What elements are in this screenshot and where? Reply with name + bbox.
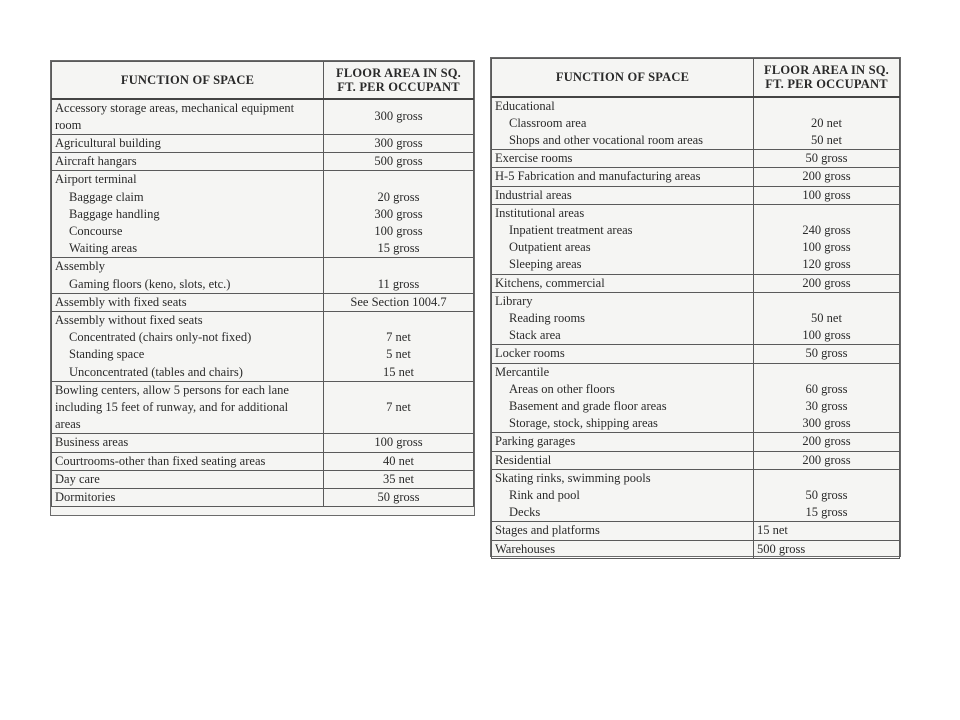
function-label: Accessory storage areas, mechanical equipment [55, 100, 295, 115]
sub-function-label: Storage, stock, shipping areas [509, 416, 658, 431]
table-body [492, 97, 900, 559]
floor-area-value: 500 gross [374, 154, 423, 169]
floor-area-cell [754, 97, 900, 150]
floor-area-value: 100 gross [802, 240, 851, 255]
floor-area-cell [324, 434, 474, 452]
function-label: Courtrooms-other than fixed seating areas [55, 453, 266, 468]
floor-area-value: See Section 1004.7 [350, 294, 447, 309]
sub-function-label: Baggage claim [69, 189, 144, 204]
occupant-load-table-left [50, 60, 475, 516]
sub-function-label: Reading rooms [509, 310, 586, 325]
occupant-load-table [51, 61, 474, 507]
floor-area-value: 300 gross [374, 109, 423, 124]
floor-area-cell [324, 293, 474, 311]
table-row [492, 186, 900, 204]
function-label: Library [495, 293, 533, 308]
table-row [52, 258, 474, 293]
sub-function-label: Baggage handling [69, 206, 160, 221]
sub-function-label: Rink and pool [509, 487, 580, 502]
function-label: Educational [495, 98, 555, 113]
function-cell [52, 434, 324, 452]
sub-function-label: Unconcentrated (tables and chairs) [69, 364, 243, 379]
floor-area-cell [324, 470, 474, 488]
function-cell [492, 345, 754, 363]
function-cell [52, 99, 324, 135]
function-label: Institutional areas [495, 205, 585, 220]
sub-function-label: Basement and grade floor areas [509, 398, 667, 413]
floor-area-cell [754, 345, 900, 363]
floor-area-value: 100 gross [802, 328, 851, 343]
table-row [52, 381, 474, 434]
function-cell [492, 469, 754, 522]
sub-function-label: Concourse [69, 223, 123, 238]
floor-area-value: 200 gross [802, 452, 851, 467]
floor-area-value: 50 gross [377, 489, 420, 504]
floor-area-value: 50 gross [805, 151, 848, 166]
floor-area-cell [754, 540, 900, 558]
function-cell [492, 168, 754, 186]
floor-area-cell [754, 292, 900, 345]
column-header-function: FUNCTION OF SPACE [52, 62, 324, 99]
floor-area-value: 60 gross [805, 381, 848, 396]
function-cell [52, 258, 324, 293]
function-cell [492, 522, 754, 540]
floor-area-value: 300 gross [374, 206, 423, 221]
table-row [492, 540, 900, 558]
table-row [492, 97, 900, 150]
table-row [52, 470, 474, 488]
floor-area-cell [324, 134, 474, 152]
function-label: including 15 feet of runway, and for additional [55, 399, 289, 414]
function-cell [492, 433, 754, 451]
floor-area-value: 100 gross [802, 187, 851, 202]
sub-function-label: Decks [509, 505, 541, 520]
floor-area-cell [324, 99, 474, 135]
function-cell [52, 452, 324, 470]
function-label: Day care [55, 471, 100, 486]
floor-area-value: 50 gross [805, 346, 848, 361]
table-row [492, 292, 900, 345]
function-label: Bowling centers, allow 5 persons for each lane [55, 382, 289, 397]
sub-function-label: Standing space [69, 347, 145, 362]
floor-area-value: 15 gross [377, 241, 420, 256]
sub-function-label: Gaming floors (keno, slots, etc.) [69, 276, 231, 291]
floor-area-value: 35 net [383, 471, 414, 486]
floor-area-cell [754, 168, 900, 186]
floor-area-cell [754, 274, 900, 292]
function-cell [52, 470, 324, 488]
column-header-function: FUNCTION OF SPACE [492, 59, 754, 97]
function-cell [52, 311, 324, 381]
sub-function-label: Inpatient treatment areas [509, 222, 633, 237]
floor-area-value: 40 net [383, 453, 414, 468]
table-row [492, 204, 900, 274]
function-cell [52, 488, 324, 506]
sub-function-label: Shops and other vocational room areas [509, 132, 704, 147]
floor-area-cell [324, 381, 474, 434]
table-row [492, 345, 900, 363]
function-label: Kitchens, commercial [495, 275, 605, 290]
table-row [52, 311, 474, 381]
floor-area-value: 200 gross [802, 434, 851, 449]
floor-area-value: 300 gross [374, 135, 423, 150]
floor-area-value: 200 gross [802, 169, 851, 184]
floor-area-cell [754, 150, 900, 168]
column-header-floor-area: FLOOR AREA IN SQ. FT. PER OCCUPANT [754, 59, 900, 97]
function-label: Assembly [55, 259, 105, 274]
function-label: Business areas [55, 435, 129, 450]
table-row [52, 452, 474, 470]
function-label: Airport terminal [55, 172, 137, 187]
function-cell [492, 97, 754, 150]
function-cell [492, 274, 754, 292]
table-row [492, 433, 900, 451]
function-cell [492, 292, 754, 345]
floor-area-cell [324, 153, 474, 171]
floor-area-cell [754, 469, 900, 522]
sub-function-label: Stack area [509, 328, 561, 343]
function-cell [52, 171, 324, 258]
function-cell [492, 186, 754, 204]
sub-function-label: Sleeping areas [509, 257, 582, 272]
table-row [52, 153, 474, 171]
floor-area-value: 15 net [757, 523, 788, 538]
floor-area-value: 120 gross [802, 257, 851, 272]
occupant-load-table [491, 58, 900, 559]
function-label: Residential [495, 452, 552, 467]
floor-area-cell [754, 186, 900, 204]
floor-area-value: 7 net [386, 399, 411, 414]
function-label: Aircraft hangars [55, 154, 137, 169]
floor-area-value: 300 gross [802, 416, 851, 431]
function-label: Assembly without fixed seats [55, 312, 203, 327]
function-label: Agricultural building [55, 135, 161, 150]
sub-function-label: Waiting areas [69, 241, 138, 256]
table-row [52, 99, 474, 135]
floor-area-value: 50 net [811, 310, 842, 325]
table-row [52, 488, 474, 506]
floor-area-cell [324, 311, 474, 381]
table-row [492, 168, 900, 186]
function-label: Mercantile [495, 364, 550, 379]
floor-area-cell [324, 452, 474, 470]
function-cell [492, 540, 754, 558]
floor-area-value: 50 gross [805, 487, 848, 502]
table-row [492, 469, 900, 522]
sub-function-label: Areas on other floors [509, 381, 615, 396]
table-row [52, 134, 474, 152]
function-label: Stages and platforms [495, 523, 600, 538]
table-row [492, 150, 900, 168]
floor-area-value: 200 gross [802, 275, 851, 290]
sub-function-label: Outpatient areas [509, 240, 591, 255]
floor-area-value: 100 gross [374, 223, 423, 238]
table-row [492, 451, 900, 469]
function-cell [492, 150, 754, 168]
function-label: Locker rooms [495, 346, 565, 361]
floor-area-value: 7 net [386, 330, 411, 345]
function-cell [492, 451, 754, 469]
floor-area-cell [324, 171, 474, 258]
sub-function-label: Classroom area [509, 115, 587, 130]
floor-area-value: 500 gross [757, 541, 806, 556]
function-label: areas [55, 417, 81, 432]
function-cell [52, 381, 324, 434]
table-row [52, 171, 474, 258]
function-label: H-5 Fabrication and manufacturing areas [495, 169, 701, 184]
function-label: Industrial areas [495, 187, 572, 202]
floor-area-value: 15 gross [805, 505, 848, 520]
floor-area-cell [324, 258, 474, 293]
floor-area-value: 30 gross [805, 398, 848, 413]
floor-area-cell [754, 363, 900, 433]
floor-area-cell [754, 433, 900, 451]
function-cell [492, 204, 754, 274]
function-label: Dormitories [55, 489, 116, 504]
floor-area-value: 20 gross [377, 189, 420, 204]
table-row [492, 274, 900, 292]
floor-area-value: 240 gross [802, 222, 851, 237]
sub-function-label: Concentrated (chairs only-not fixed) [69, 330, 252, 345]
table-row [492, 522, 900, 540]
function-label: Exercise rooms [495, 151, 573, 166]
floor-area-cell [754, 522, 900, 540]
function-label: room [55, 117, 82, 132]
function-cell [492, 363, 754, 433]
function-label: Assembly with fixed seats [55, 294, 187, 309]
floor-area-value: 50 net [811, 132, 842, 147]
floor-area-value: 20 net [811, 115, 842, 130]
table-row [52, 434, 474, 452]
occupant-load-table-right [490, 57, 901, 557]
function-label: Skating rinks, swimming pools [495, 470, 651, 485]
floor-area-value: 100 gross [374, 435, 423, 450]
table-row [52, 293, 474, 311]
floor-area-value: 5 net [386, 347, 411, 362]
column-header-floor-area: FLOOR AREA IN SQ. FT. PER OCCUPANT [324, 62, 474, 99]
floor-area-value: 11 gross [377, 276, 420, 291]
table-body [52, 99, 474, 507]
function-cell [52, 293, 324, 311]
floor-area-cell [324, 488, 474, 506]
floor-area-value: 15 net [383, 364, 414, 379]
function-cell [52, 134, 324, 152]
function-label: Warehouses [495, 541, 556, 556]
floor-area-cell [754, 451, 900, 469]
function-label: Parking garages [495, 434, 576, 449]
function-cell [52, 153, 324, 171]
floor-area-cell [754, 204, 900, 274]
table-row [492, 363, 900, 433]
